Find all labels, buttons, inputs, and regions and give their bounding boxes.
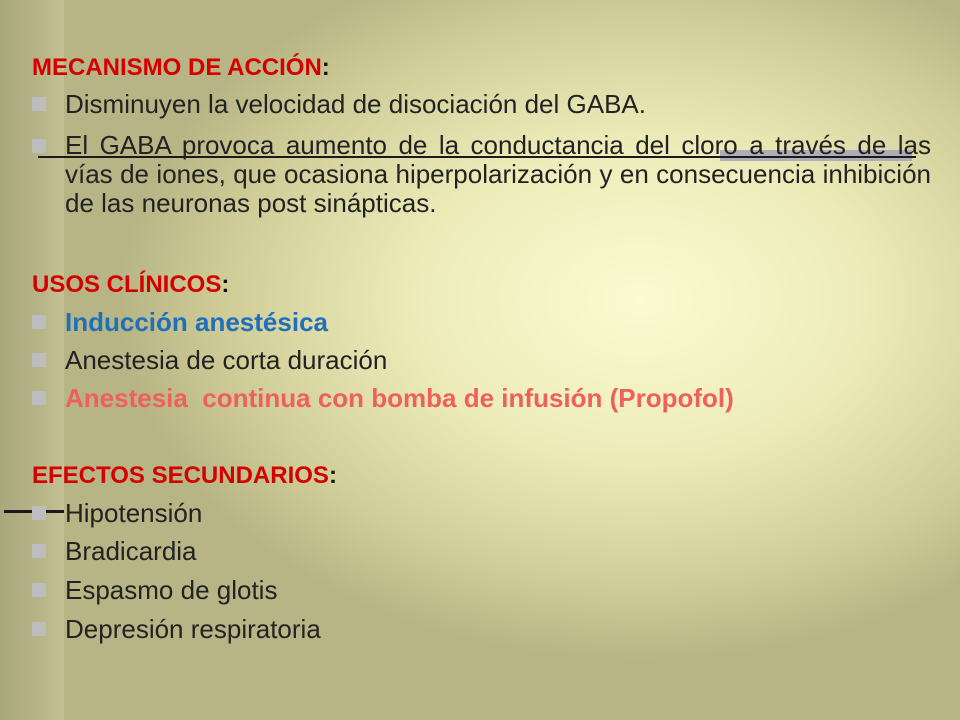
- heading-side-effects: [32, 462, 337, 490]
- heading-mechanism: [32, 54, 330, 82]
- decorative-dash: [46, 510, 64, 513]
- heading-mechanism-text: MECANISMO DE ACCIÓN: [32, 54, 322, 81]
- square-bullet-icon: [32, 353, 46, 367]
- side-effect-item-text: Espasmo de glotis: [65, 575, 278, 605]
- side-effect-item-text: Bradicardia: [65, 536, 197, 566]
- heading-clinical-uses-text: USOS CLÍNICOS: [32, 271, 222, 298]
- side-effect-item-text: Depresión respiratoria: [65, 614, 321, 644]
- clinical-use-item-text: Anestesia continua con bomba de infusión (Propofol): [65, 383, 734, 413]
- decorative-dash: [4, 510, 32, 513]
- mechanism-item-text: El GABA provoca aumento de la conductancia del cloro a través de las vías de iones, que ocasiona hiperpolarización y en consecuencia inhibición de las neuronas post sinápticas.: [65, 130, 931, 218]
- square-bullet-icon: [32, 544, 46, 558]
- square-bullet-icon: [32, 622, 46, 636]
- square-bullet-icon: [32, 97, 46, 111]
- heading-colon: :: [321, 54, 330, 81]
- square-bullet-icon: [32, 391, 46, 405]
- clinical-use-item-text: Inducción anestésica: [65, 307, 328, 337]
- square-bullet-icon: [32, 139, 46, 153]
- heading-colon: :: [221, 271, 230, 298]
- clinical-use-item-text: Anestesia de corta duración: [65, 345, 388, 375]
- mechanism-item-text: Disminuyen la velocidad de disociación del GABA.: [65, 89, 646, 119]
- square-bullet-icon: [32, 315, 46, 329]
- heading-clinical-uses: [32, 271, 229, 299]
- square-bullet-icon: [32, 583, 46, 597]
- square-bullet-icon: [32, 506, 46, 520]
- side-effect-item-text: Hipotensión: [65, 498, 203, 528]
- heading-side-effects-text: EFECTOS SECUNDARIOS: [32, 462, 329, 489]
- heading-colon: :: [328, 462, 337, 489]
